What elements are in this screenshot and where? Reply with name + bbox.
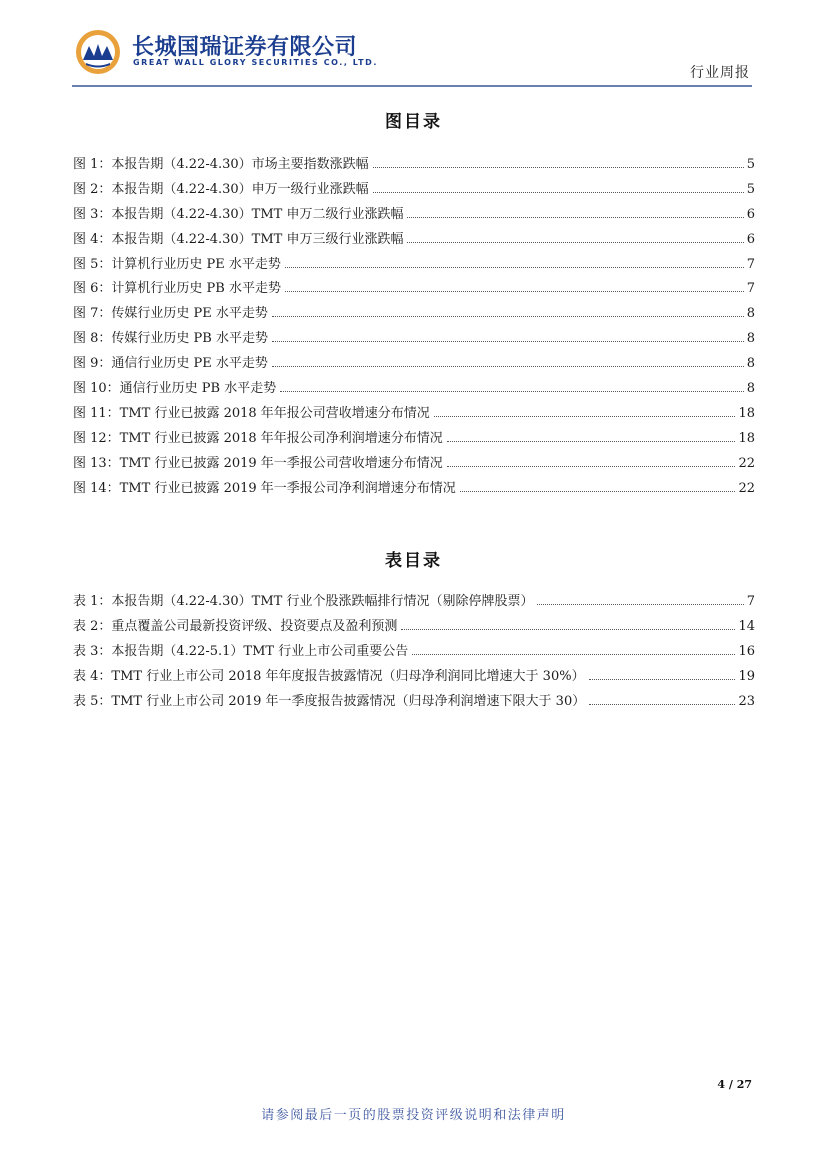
toc-entry[interactable]	[73, 327, 755, 352]
toc-entry-page: 22	[738, 455, 755, 471]
toc-entry-label: 图 11：TMT 行业已披露 2018 年年报公司营收增速分布情况	[73, 405, 430, 421]
toc-entry-page: 7	[746, 256, 755, 272]
toc-leader	[589, 704, 735, 705]
toc-leader	[285, 291, 744, 292]
toc-entry-page: 8	[746, 331, 755, 347]
toc-entry-page: 7	[746, 594, 755, 609]
toc-entry-label: 图 14：TMT 行业已披露 2019 年一季报公司净利润增速分布情况	[73, 480, 456, 496]
toc-entry-label: 图 12：TMT 行业已披露 2018 年年报公司净利润增速分布情况	[73, 430, 443, 446]
toc-leader	[401, 629, 735, 630]
toc-entry-label: 图 6：计算机行业历史 PB 水平走势	[73, 281, 281, 297]
toc-leader	[537, 604, 743, 605]
toc-entry[interactable]	[73, 352, 755, 377]
toc-entry[interactable]	[73, 253, 755, 278]
toc-entry[interactable]	[73, 665, 755, 690]
toc-entry-page: 6	[746, 231, 755, 247]
toc-leader	[434, 416, 736, 417]
toc-entry-page: 14	[738, 618, 755, 634]
toc-entry[interactable]	[73, 228, 755, 253]
toc-leader	[407, 217, 743, 218]
toc-entry[interactable]	[73, 640, 755, 665]
figures-toc-list	[73, 153, 755, 501]
toc-entry-label: 图 7：传媒行业历史 PE 水平走势	[73, 306, 268, 322]
toc-leader	[373, 167, 744, 168]
toc-leader	[447, 466, 736, 467]
toc-entry[interactable]	[73, 178, 755, 203]
toc-entry[interactable]	[73, 477, 755, 502]
toc-entry[interactable]	[73, 690, 755, 715]
toc-entry-label: 图 9：通信行业历史 PE 水平走势	[73, 356, 268, 372]
toc-entry-page: 6	[746, 206, 755, 222]
toc-entry-page: 18	[738, 430, 755, 446]
tables-toc-title: 表目录	[385, 551, 442, 571]
toc-entry-label: 表 5：TMT 行业上市公司 2019 年一季度报告披露情况（归母净利润增速下限大于 30）	[73, 693, 586, 709]
toc-entry[interactable]	[73, 302, 755, 327]
footer-disclaimer: 请参阅最后一页的股票投资评级说明和法律声明	[261, 1108, 566, 1123]
toc-entry-page: 5	[746, 181, 755, 197]
toc-entry-label: 图 13：TMT 行业已披露 2019 年一季报公司营收增速分布情况	[73, 455, 443, 471]
toc-leader	[589, 679, 736, 680]
toc-entry-page: 23	[738, 693, 755, 709]
company-logo-icon	[74, 28, 122, 76]
toc-entry[interactable]	[73, 427, 755, 452]
toc-entry-page: 8	[746, 356, 755, 372]
toc-entry-label: 图 1：本报告期（4.22-4.30）市场主要指数涨跌幅	[73, 157, 369, 172]
toc-entry[interactable]	[73, 377, 755, 402]
toc-leader	[285, 267, 744, 268]
toc-entry-page: 19	[738, 668, 755, 684]
toc-entry[interactable]	[73, 402, 755, 427]
toc-entry[interactable]	[73, 203, 755, 228]
toc-entry[interactable]	[73, 153, 755, 178]
toc-leader	[272, 341, 744, 342]
toc-leader	[407, 242, 743, 243]
toc-leader	[272, 316, 744, 317]
toc-leader	[280, 391, 743, 392]
toc-entry[interactable]	[73, 452, 755, 477]
toc-entry-label: 图 5：计算机行业历史 PE 水平走势	[73, 256, 281, 272]
toc-entry-page: 22	[738, 480, 755, 496]
header-divider	[72, 85, 752, 87]
company-name-cn: 长城国瑞证券有限公司	[132, 35, 358, 60]
toc-leader	[373, 192, 744, 193]
toc-leader	[412, 654, 735, 655]
page-header	[72, 24, 752, 90]
toc-entry-page: 8	[746, 381, 755, 397]
toc-entry-page: 8	[746, 306, 755, 322]
figures-toc-title: 图目录	[385, 112, 442, 132]
page-indicator: 4 / 27	[717, 1078, 752, 1091]
toc-entry-label: 图 3：本报告期（4.22-4.30）TMT 申万二级行业涨跌幅	[73, 206, 404, 222]
tables-toc-list	[73, 590, 755, 714]
toc-entry-page: 16	[738, 643, 755, 659]
toc-entry-label: 表 3：本报告期（4.22-5.1）TMT 行业上市公司重要公告	[73, 643, 409, 659]
toc-entry[interactable]	[73, 277, 755, 302]
toc-entry-label: 图 4：本报告期（4.22-4.30）TMT 申万三级行业涨跌幅	[73, 231, 404, 247]
toc-entry[interactable]	[73, 590, 755, 615]
toc-leader	[460, 491, 736, 492]
toc-entry-label: 表 2：重点覆盖公司最新投资评级、投资要点及盈利预测	[73, 618, 398, 634]
toc-entry[interactable]	[73, 615, 755, 640]
toc-entry-label: 图 10：通信行业历史 PB 水平走势	[73, 381, 277, 397]
toc-entry-label: 图 2：本报告期（4.22-4.30）申万一级行业涨跌幅	[73, 181, 369, 197]
report-type-label: 行业周报	[690, 65, 750, 81]
toc-entry-page: 5	[746, 157, 755, 172]
toc-entry-label: 图 8：传媒行业历史 PB 水平走势	[73, 331, 268, 347]
toc-entry-label: 表 4：TMT 行业上市公司 2018 年年度报告披露情况（归母净利润同比增速大于 30%）	[73, 668, 585, 684]
toc-leader	[272, 366, 744, 367]
company-name-en: GREAT WALL GLORY SECURITIES CO., LTD.	[133, 58, 378, 67]
toc-entry-page: 18	[738, 405, 755, 421]
toc-entry-label: 表 1：本报告期（4.22-4.30）TMT 行业个股涨跌幅排行情况（剔除停牌股票）	[73, 594, 534, 609]
toc-leader	[447, 441, 736, 442]
toc-entry-page: 7	[746, 281, 755, 297]
